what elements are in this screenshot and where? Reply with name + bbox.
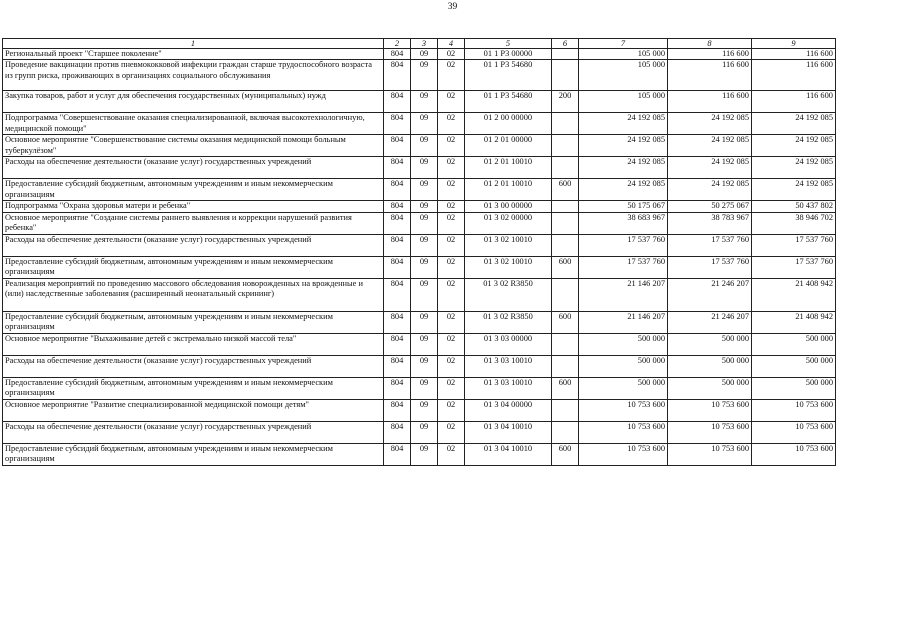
- row-name: Региональный проект "Старшее поколение": [3, 49, 384, 60]
- row-amount-col-7: 10 753 600: [579, 421, 668, 443]
- row-name: Основное мероприятие "Создание системы раннего выявления и коррекции нарушений развития ребенка": [3, 212, 384, 234]
- row-target-article: 01 2 01 10010: [465, 157, 552, 179]
- row-amount-col-7: 105 000: [579, 60, 668, 91]
- row-subsection-code: 02: [438, 212, 465, 234]
- row-subsection-code: 02: [438, 256, 465, 278]
- row-amount-col-8: 21 246 207: [668, 278, 752, 311]
- row-name: Подпрограмма "Охрана здоровья матери и ребенка": [3, 201, 384, 212]
- row-section-code: 09: [411, 256, 438, 278]
- row-subsection-code: 02: [438, 60, 465, 91]
- row-target-article: 01 2 00 00000: [465, 113, 552, 135]
- row-section-code: 09: [411, 113, 438, 135]
- row-amount-col-9: 50 437 802: [752, 201, 836, 212]
- row-expense-type: 600: [552, 311, 579, 333]
- row-amount-col-8: 500 000: [668, 355, 752, 377]
- row-target-article: 01 1 P3 54680: [465, 91, 552, 113]
- row-expense-type: [552, 333, 579, 355]
- row-expense-type: [552, 49, 579, 60]
- row-name: Расходы на обеспечение деятельности (оказание услуг) государственных учреждений: [3, 421, 384, 443]
- row-section-code: 09: [411, 399, 438, 421]
- row-amount-col-7: 21 146 207: [579, 311, 668, 333]
- row-target-article: 01 1 P3 00000: [465, 49, 552, 60]
- row-target-article: 01 3 03 10010: [465, 377, 552, 399]
- row-section-code: 09: [411, 278, 438, 311]
- row-amount-col-9: 10 753 600: [752, 421, 836, 443]
- row-name: Проведение вакцинации против пневмококковой инфекции граждан старше трудоспособного возраста из групп риска, проживающих в организациях социального обслуживания: [3, 60, 384, 91]
- table-row: [3, 421, 836, 443]
- row-name: Закупка товаров, работ и услуг для обеспечения государственных (муниципальных) нужд: [3, 91, 384, 113]
- row-name: Основное мероприятие "Совершенствование системы оказания медицинской помощи больным туберкулёзом": [3, 135, 384, 157]
- row-amount-col-8: 500 000: [668, 377, 752, 399]
- row-expense-type: [552, 212, 579, 234]
- table-row: [3, 355, 836, 377]
- row-section-code: 09: [411, 91, 438, 113]
- row-section-code: 09: [411, 377, 438, 399]
- row-amount-col-7: 50 175 067: [579, 201, 668, 212]
- row-ministry-code: 804: [384, 135, 411, 157]
- table-row: [3, 234, 836, 256]
- table-row: [3, 179, 836, 201]
- row-amount-col-9: 10 753 600: [752, 443, 836, 465]
- row-subsection-code: 02: [438, 157, 465, 179]
- header-col-5: 5: [465, 39, 552, 49]
- row-name: Основное мероприятие "Развитие специализированной медицинской помощи детям": [3, 399, 384, 421]
- row-amount-col-8: 24 192 085: [668, 157, 752, 179]
- row-amount-col-8: 500 000: [668, 333, 752, 355]
- row-amount-col-8: 10 753 600: [668, 399, 752, 421]
- row-target-article: 01 2 01 10010: [465, 179, 552, 201]
- row-ministry-code: 804: [384, 278, 411, 311]
- row-target-article: 01 3 04 10010: [465, 443, 552, 465]
- row-amount-col-9: 500 000: [752, 355, 836, 377]
- row-amount-col-7: 500 000: [579, 355, 668, 377]
- row-target-article: 01 3 02 00000: [465, 212, 552, 234]
- row-subsection-code: 02: [438, 179, 465, 201]
- table-row: [3, 278, 836, 311]
- row-amount-col-9: 116 600: [752, 91, 836, 113]
- row-ministry-code: 804: [384, 311, 411, 333]
- row-subsection-code: 02: [438, 421, 465, 443]
- row-section-code: 09: [411, 60, 438, 91]
- row-amount-col-7: 500 000: [579, 333, 668, 355]
- row-amount-col-7: 105 000: [579, 49, 668, 60]
- row-amount-col-8: 116 600: [668, 91, 752, 113]
- row-amount-col-7: 500 000: [579, 377, 668, 399]
- row-name: Предоставление субсидий бюджетным, автономным учреждениям и иным некоммерческим организациям: [3, 311, 384, 333]
- row-amount-col-8: 38 783 967: [668, 212, 752, 234]
- row-subsection-code: 02: [438, 399, 465, 421]
- row-section-code: 09: [411, 49, 438, 60]
- row-amount-col-9: 21 408 942: [752, 311, 836, 333]
- header-col-3: 3: [411, 39, 438, 49]
- table-row: [3, 157, 836, 179]
- row-ministry-code: 804: [384, 443, 411, 465]
- row-subsection-code: 02: [438, 333, 465, 355]
- row-amount-col-7: 21 146 207: [579, 278, 668, 311]
- row-name: Расходы на обеспечение деятельности (оказание услуг) государственных учреждений: [3, 355, 384, 377]
- row-subsection-code: 02: [438, 113, 465, 135]
- row-ministry-code: 804: [384, 91, 411, 113]
- table-row: [3, 201, 836, 212]
- table-row: [3, 60, 836, 91]
- row-section-code: 09: [411, 421, 438, 443]
- row-expense-type: [552, 113, 579, 135]
- row-amount-col-9: 24 192 085: [752, 157, 836, 179]
- row-name: Предоставление субсидий бюджетным, автономным учреждениям и иным некоммерческим организациям: [3, 179, 384, 201]
- row-ministry-code: 804: [384, 201, 411, 212]
- row-target-article: 01 3 02 R3850: [465, 278, 552, 311]
- row-expense-type: [552, 399, 579, 421]
- row-amount-col-7: 24 192 085: [579, 179, 668, 201]
- row-subsection-code: 02: [438, 234, 465, 256]
- row-amount-col-8: 116 600: [668, 49, 752, 60]
- row-amount-col-9: 116 600: [752, 60, 836, 91]
- row-ministry-code: 804: [384, 256, 411, 278]
- row-amount-col-7: 10 753 600: [579, 399, 668, 421]
- table-row: [3, 311, 836, 333]
- row-name: Расходы на обеспечение деятельности (оказание услуг) государственных учреждений: [3, 157, 384, 179]
- row-section-code: 09: [411, 135, 438, 157]
- row-section-code: 09: [411, 201, 438, 212]
- row-amount-col-9: 500 000: [752, 333, 836, 355]
- row-section-code: 09: [411, 157, 438, 179]
- row-expense-type: [552, 355, 579, 377]
- row-amount-col-7: 10 753 600: [579, 443, 668, 465]
- row-amount-col-9: 38 946 702: [752, 212, 836, 234]
- row-target-article: 01 3 03 10010: [465, 355, 552, 377]
- row-expense-type: [552, 421, 579, 443]
- table-row: [3, 49, 836, 60]
- table-row: [3, 377, 836, 399]
- row-subsection-code: 02: [438, 49, 465, 60]
- row-subsection-code: 02: [438, 201, 465, 212]
- row-ministry-code: 804: [384, 179, 411, 201]
- row-name: Реализация мероприятий по проведению массового обследования новорожденных на врожденные и (или) наследственные заболевания (расширенный неонатальный скрининг): [3, 278, 384, 311]
- header-col-4: 4: [438, 39, 465, 49]
- row-target-article: 01 3 02 10010: [465, 256, 552, 278]
- row-ministry-code: 804: [384, 355, 411, 377]
- row-ministry-code: 804: [384, 421, 411, 443]
- header-col-8: 8: [668, 39, 752, 49]
- row-target-article: 01 1 P3 54680: [465, 60, 552, 91]
- row-amount-col-8: 116 600: [668, 60, 752, 91]
- row-name: Расходы на обеспечение деятельности (оказание услуг) государственных учреждений: [3, 234, 384, 256]
- row-section-code: 09: [411, 355, 438, 377]
- header-row: [3, 39, 836, 49]
- row-expense-type: [552, 157, 579, 179]
- row-amount-col-9: 17 537 760: [752, 256, 836, 278]
- row-section-code: 09: [411, 333, 438, 355]
- row-name: Основное мероприятие "Выхаживание детей с экстремально низкой массой тела": [3, 333, 384, 355]
- table-body: [3, 49, 836, 466]
- row-ministry-code: 804: [384, 212, 411, 234]
- table-row: [3, 135, 836, 157]
- page-number: 39: [447, 2, 458, 12]
- row-target-article: 01 3 02 R3850: [465, 311, 552, 333]
- row-amount-col-7: 24 192 085: [579, 135, 668, 157]
- row-target-article: 01 3 03 00000: [465, 333, 552, 355]
- row-amount-col-8: 50 275 067: [668, 201, 752, 212]
- row-ministry-code: 804: [384, 377, 411, 399]
- row-amount-col-7: 17 537 760: [579, 234, 668, 256]
- row-expense-type: [552, 278, 579, 311]
- row-amount-col-9: 500 000: [752, 377, 836, 399]
- row-target-article: 01 3 04 10010: [465, 421, 552, 443]
- row-name: Подпрограмма "Совершенствование оказания специализированной, включая высокотехнологичную, медицинской помощи": [3, 113, 384, 135]
- row-expense-type: [552, 135, 579, 157]
- row-ministry-code: 804: [384, 333, 411, 355]
- row-ministry-code: 804: [384, 49, 411, 60]
- row-amount-col-8: 24 192 085: [668, 135, 752, 157]
- row-name: Предоставление субсидий бюджетным, автономным учреждениям и иным некоммерческим организациям: [3, 256, 384, 278]
- row-amount-col-8: 17 537 760: [668, 256, 752, 278]
- row-target-article: 01 2 01 00000: [465, 135, 552, 157]
- row-amount-col-7: 105 000: [579, 91, 668, 113]
- row-subsection-code: 02: [438, 91, 465, 113]
- row-target-article: 01 3 00 00000: [465, 201, 552, 212]
- row-amount-col-9: 24 192 085: [752, 179, 836, 201]
- row-amount-col-9: 24 192 085: [752, 113, 836, 135]
- row-amount-col-9: 21 408 942: [752, 278, 836, 311]
- row-section-code: 09: [411, 212, 438, 234]
- row-amount-col-8: 10 753 600: [668, 421, 752, 443]
- table-row: [3, 443, 836, 465]
- row-amount-col-7: 24 192 085: [579, 157, 668, 179]
- row-amount-col-8: 21 246 207: [668, 311, 752, 333]
- row-amount-col-7: 38 683 967: [579, 212, 668, 234]
- table-row: [3, 399, 836, 421]
- table-row: [3, 212, 836, 234]
- row-section-code: 09: [411, 179, 438, 201]
- row-amount-col-8: 17 537 760: [668, 234, 752, 256]
- row-amount-col-8: 10 753 600: [668, 443, 752, 465]
- row-target-article: 01 3 02 10010: [465, 234, 552, 256]
- row-name: Предоставление субсидий бюджетным, автономным учреждениям и иным некоммерческим организациям: [3, 443, 384, 465]
- row-name: Предоставление субсидий бюджетным, автономным учреждениям и иным некоммерческим организациям: [3, 377, 384, 399]
- row-section-code: 09: [411, 311, 438, 333]
- row-amount-col-7: 24 192 085: [579, 113, 668, 135]
- row-subsection-code: 02: [438, 355, 465, 377]
- header-col-6: 6: [552, 39, 579, 49]
- header-col-1: 1: [3, 39, 384, 49]
- row-expense-type: 600: [552, 179, 579, 201]
- header-col-9: 9: [752, 39, 836, 49]
- row-ministry-code: 804: [384, 60, 411, 91]
- row-subsection-code: 02: [438, 377, 465, 399]
- row-amount-col-9: 24 192 085: [752, 135, 836, 157]
- row-target-article: 01 3 04 00000: [465, 399, 552, 421]
- row-subsection-code: 02: [438, 311, 465, 333]
- table-row: [3, 333, 836, 355]
- header-col-7: 7: [579, 39, 668, 49]
- row-expense-type: 600: [552, 377, 579, 399]
- row-amount-col-7: 17 537 760: [579, 256, 668, 278]
- row-expense-type: 200: [552, 91, 579, 113]
- row-section-code: 09: [411, 443, 438, 465]
- table-row: [3, 113, 836, 135]
- row-subsection-code: 02: [438, 443, 465, 465]
- row-expense-type: 600: [552, 256, 579, 278]
- row-amount-col-9: 10 753 600: [752, 399, 836, 421]
- row-expense-type: 600: [552, 443, 579, 465]
- table-header: [3, 39, 836, 49]
- row-ministry-code: 804: [384, 234, 411, 256]
- row-ministry-code: 804: [384, 399, 411, 421]
- table-row: [3, 256, 836, 278]
- row-section-code: 09: [411, 234, 438, 256]
- row-amount-col-8: 24 192 085: [668, 113, 752, 135]
- row-amount-col-8: 24 192 085: [668, 179, 752, 201]
- row-expense-type: [552, 201, 579, 212]
- budget-table: [2, 38, 836, 466]
- row-subsection-code: 02: [438, 135, 465, 157]
- row-ministry-code: 804: [384, 113, 411, 135]
- header-col-2: 2: [384, 39, 411, 49]
- table-row: [3, 91, 836, 113]
- row-expense-type: [552, 234, 579, 256]
- row-amount-col-9: 17 537 760: [752, 234, 836, 256]
- row-expense-type: [552, 60, 579, 91]
- row-amount-col-9: 116 600: [752, 49, 836, 60]
- row-ministry-code: 804: [384, 157, 411, 179]
- row-subsection-code: 02: [438, 278, 465, 311]
